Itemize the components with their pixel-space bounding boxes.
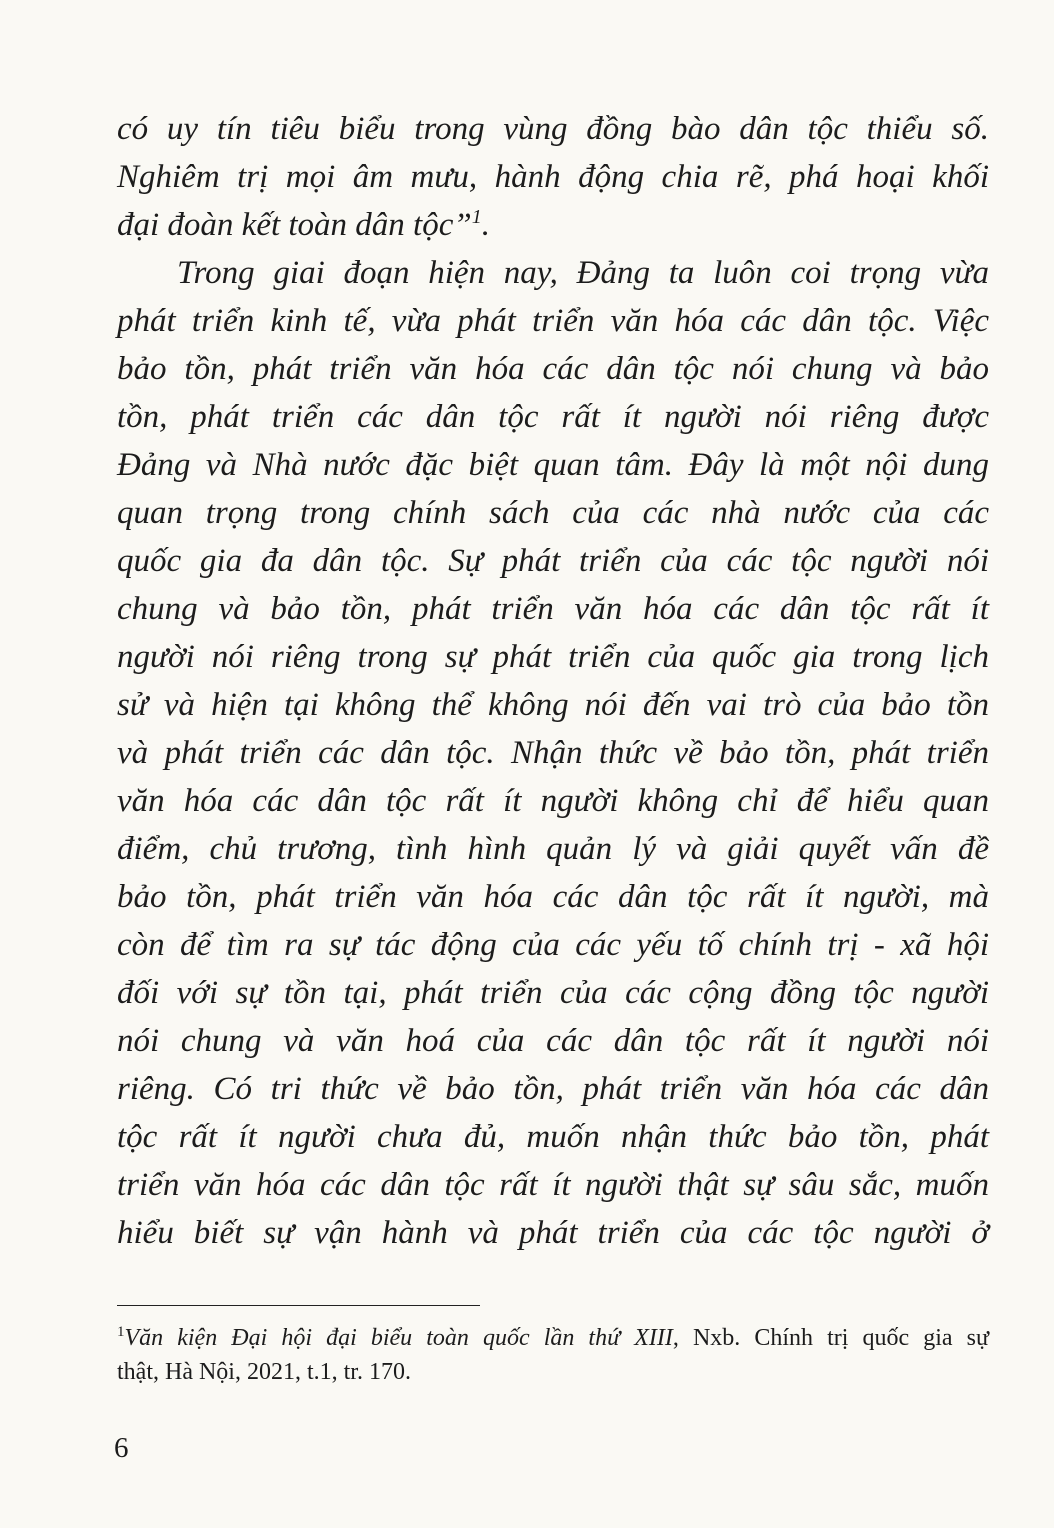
- body-line-8: Đảng và Nhà nước đặc biệt quan tâm. Đây là một nội dung: [117, 447, 989, 483]
- body-line-11: chung và bảo tồn, phát triển văn hóa các dân tộc rất ít: [117, 591, 989, 627]
- body-line-1: có uy tín tiêu biểu trong vùng đồng bào dân tộc thiểu số.: [117, 111, 989, 147]
- body-line-2: Nghiêm trị mọi âm mưu, hành động chia rẽ, phá hoại khối: [117, 159, 989, 195]
- body-line-20: nói chung và văn hoá của các dân tộc rất ít người nói: [117, 1023, 989, 1059]
- body-line-14: và phát triển các dân tộc. Nhận thức về bảo tồn, phát triển: [117, 735, 989, 771]
- body-line-3: [117, 203, 989, 247]
- body-line-18: còn để tìm ra sự tác động của các yếu tố chính trị - xã hội: [117, 927, 989, 963]
- body-line-15: văn hóa các dân tộc rất ít người không chỉ để hiểu quan: [117, 783, 989, 819]
- body-line-9: quan trọng trong chính sách của các nhà nước của các: [117, 495, 989, 531]
- body-line-13: sử và hiện tại không thể không nói đến vai trò của bảo tồn: [117, 687, 989, 723]
- body-line-10: quốc gia đa dân tộc. Sự phát triển của các tộc người nói: [117, 543, 989, 579]
- body-line-22: tộc rất ít người chưa đủ, muốn nhận thức bảo tồn, phát: [117, 1119, 989, 1155]
- footnote-divider: [117, 1305, 480, 1306]
- footnote-mark: 1: [117, 1324, 125, 1340]
- body-line-19: đối với sự tồn tại, phát triển của các cộng đồng tộc người: [117, 975, 989, 1011]
- body-line-23: triển văn hóa các dân tộc rất ít người thật sự sâu sắc, muốn: [117, 1167, 989, 1203]
- body-line-5: phát triển kinh tế, vừa phát triển văn hóa các dân tộc. Việc: [117, 303, 989, 339]
- body-line-24: hiểu biết sự vận hành và phát triển của các tộc người ở: [117, 1215, 989, 1251]
- body-line-6: bảo tồn, phát triển văn hóa các dân tộc nói chung và bảo: [117, 351, 989, 387]
- body-line-12: người nói riêng trong sự phát triển của quốc gia trong lịch: [117, 639, 989, 675]
- body-line-3-text: đại đoàn kết toàn dân tộc”: [117, 207, 472, 243]
- body-line-17: bảo tồn, phát triển văn hóa các dân tộc rất ít người, mà: [117, 879, 989, 915]
- footnote-publisher: , Nxb. Chính trị quốc gia sự: [672, 1325, 990, 1351]
- body-line-3-end: .: [481, 207, 490, 243]
- footnote-reference: 1: [471, 206, 482, 228]
- footnote-line-2: thật, Hà Nội, 2021, t.1, tr. 170.: [117, 1359, 411, 1385]
- body-line-7: tồn, phát triển các dân tộc rất ít người nói riêng được: [117, 399, 989, 435]
- page-number: 6: [114, 1432, 129, 1464]
- body-line-16: điểm, chủ trương, tình hình quản lý và giải quyết vấn đề: [117, 831, 989, 867]
- body-line-21: riêng. Có tri thức về bảo tồn, phát triển văn hóa các dân: [117, 1071, 989, 1107]
- footnote-source-title: Văn kiện Đại hội đại biểu toàn quốc lần thứ XIII: [124, 1325, 673, 1351]
- paragraph-2-first-line: Trong giai đoạn hiện nay, Đảng ta luôn coi trọng vừa: [177, 255, 989, 291]
- footnote-line-1: [117, 1322, 989, 1354]
